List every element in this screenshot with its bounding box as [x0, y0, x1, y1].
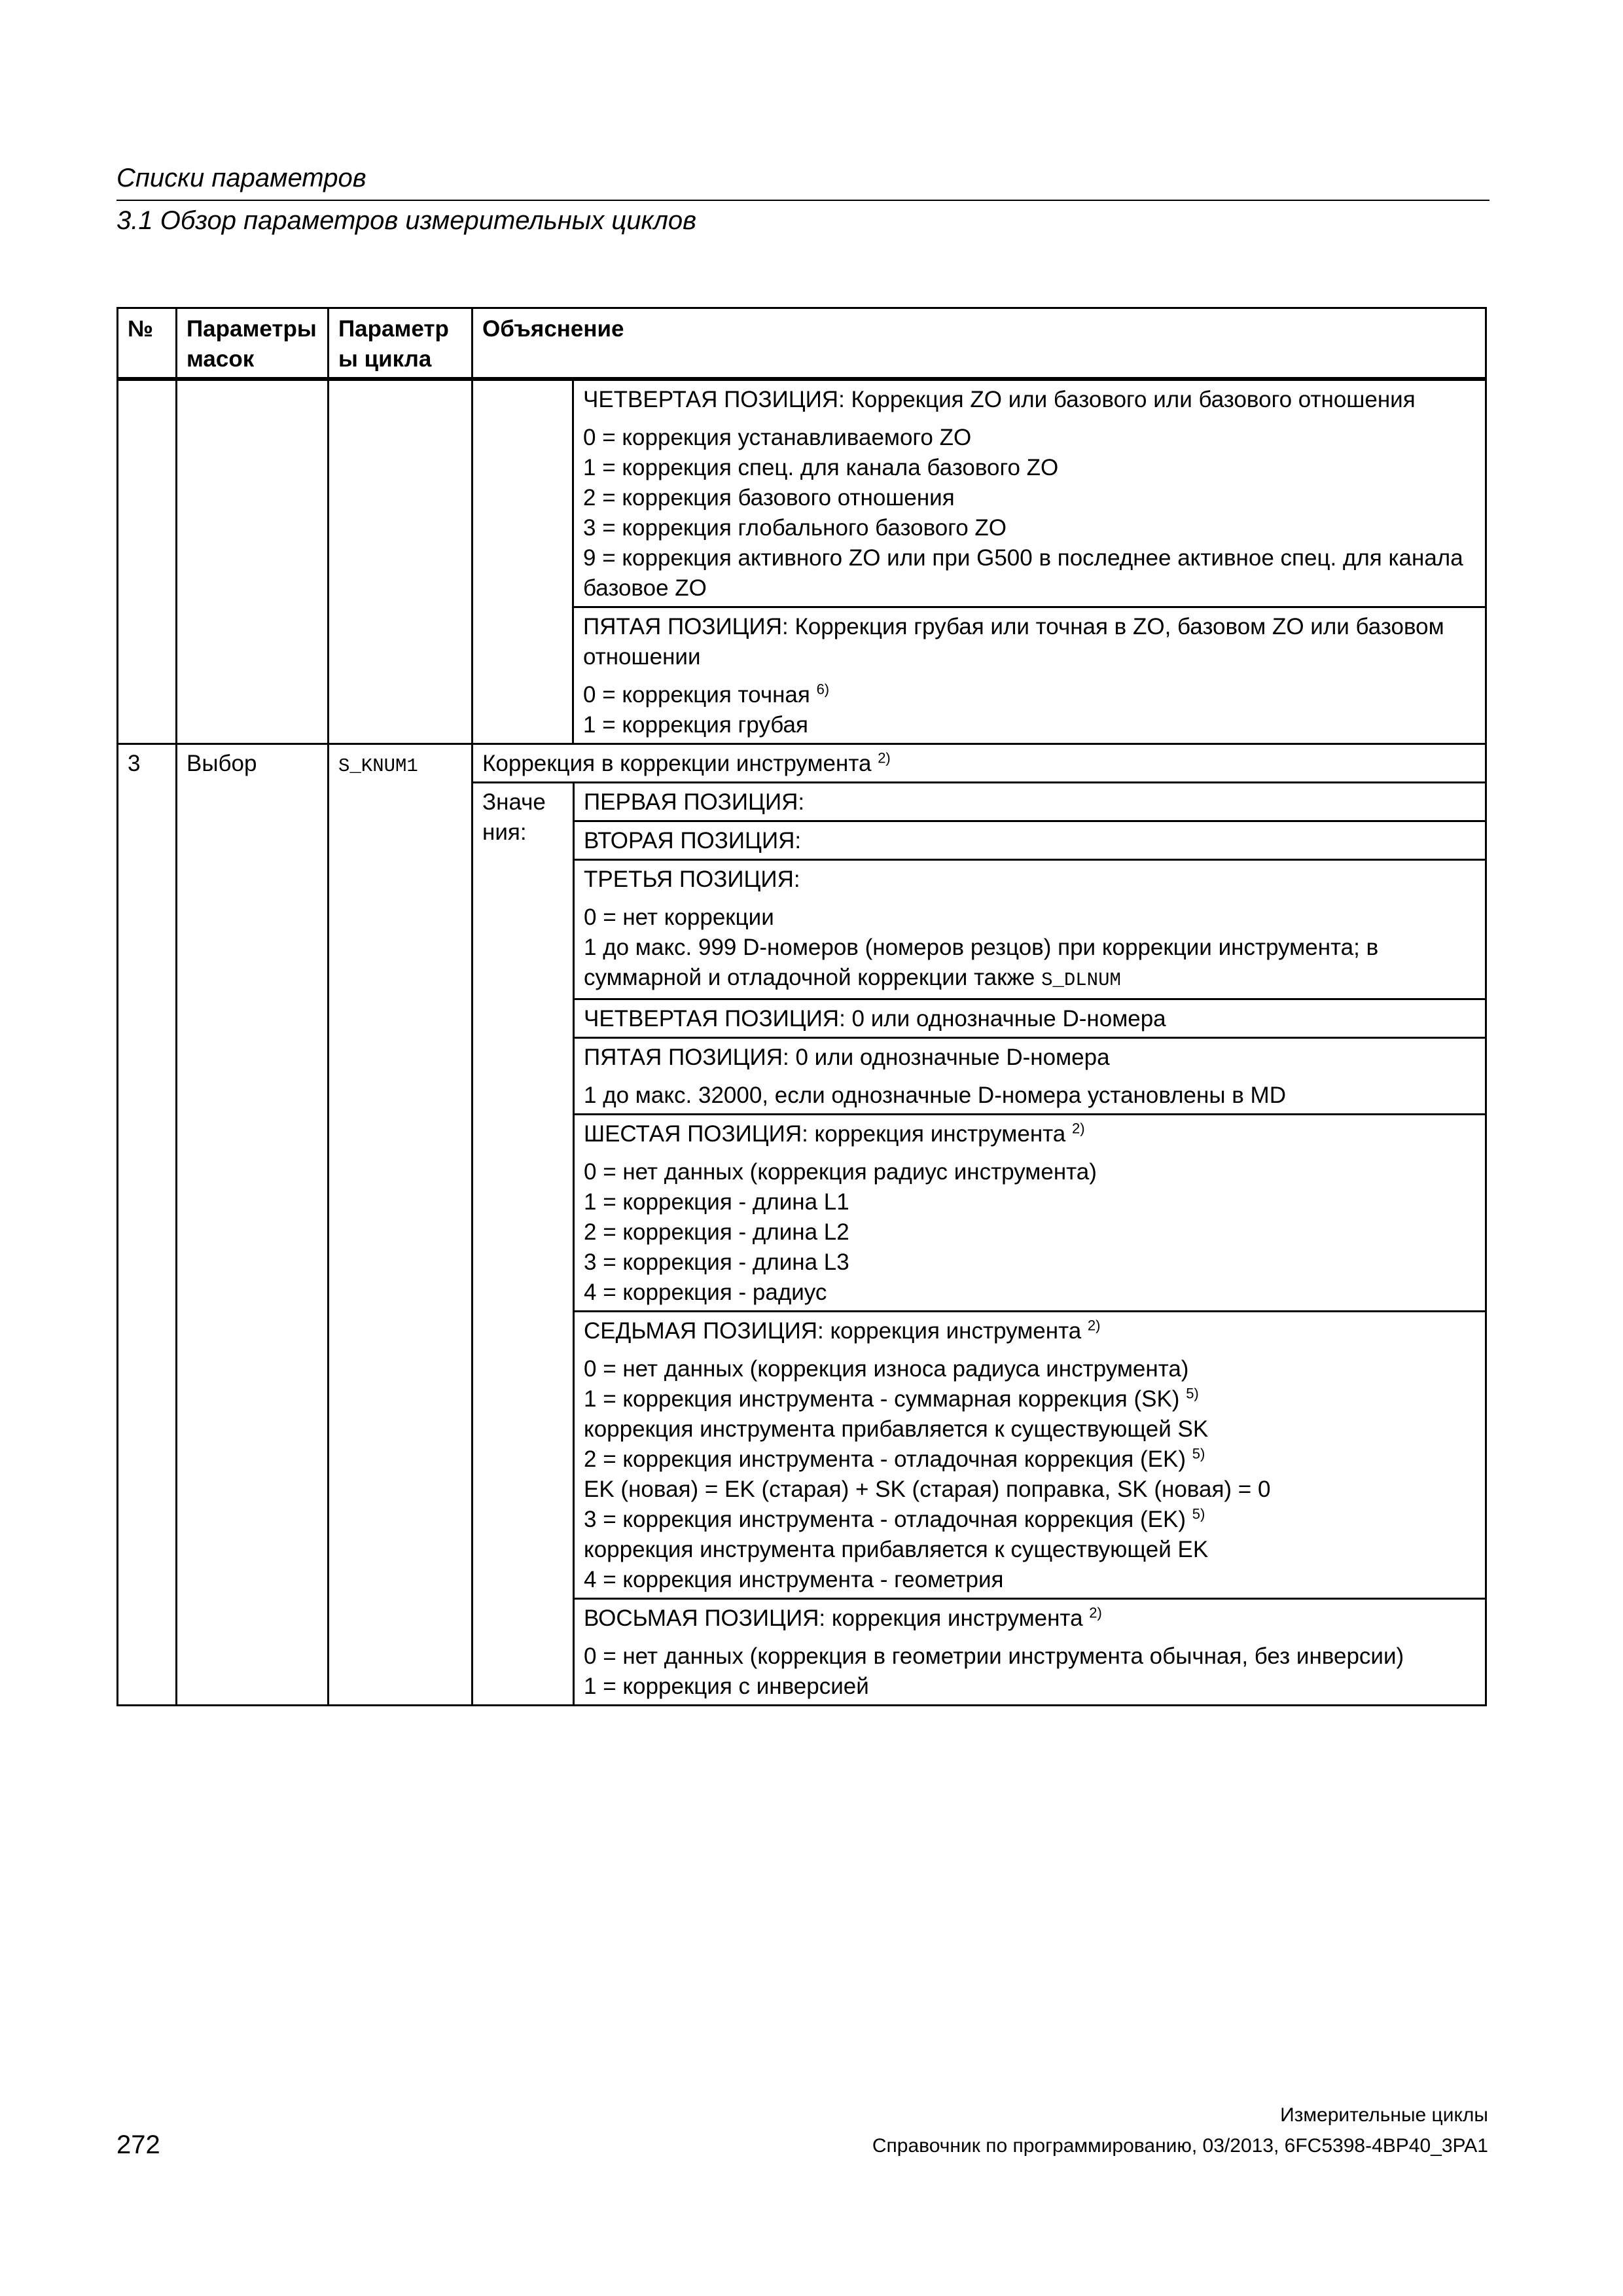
value-line: 4 = коррекция инструмента - геометрия: [584, 1567, 1004, 1592]
col-header-mask: Параметры масок: [177, 308, 329, 380]
cell-values-empty: [473, 379, 573, 744]
value-line: 3 = коррекция инструмента - отладочная коррекция (EK) $^{5)}$: [584, 1505, 1205, 1532]
subsection-title: 3.1 Обзор параметров измерительных циклов: [116, 206, 697, 235]
position-fifth: [574, 1038, 1486, 1115]
value-line: 1 = коррекция с инверсией: [584, 1674, 869, 1699]
value-line: 1 до макс. 999 D-номеров (номеров резцов) при коррекции инструмента; в суммарной и отладочной коррекции также S_DLNUM: [584, 935, 1379, 991]
position-sixth: [574, 1115, 1486, 1312]
value-line: 0 = нет данных (коррекция радиус инструмента): [584, 1159, 1097, 1185]
block-title: ЧЕТВЕРТАЯ ПОЗИЦИЯ: Коррекция ZO или базового или базового отношения: [583, 387, 1416, 412]
value-line: 0 = коррекция точная $^{6)}$: [583, 681, 830, 708]
footer-reference: Справочник по программированию, 03/2013, 6FC5398-4BP40_3PA1: [872, 2135, 1488, 2157]
value-line: коррекция инструмента прибавляется к существующей SK: [584, 1416, 1209, 1442]
cell-no-empty: [118, 379, 177, 744]
position-seventh: [574, 1312, 1486, 1599]
col-header-explanation: Объяснение: [473, 308, 1486, 380]
param-ref: S_DLNUM: [1041, 969, 1121, 991]
position-block-fourth-zo: [573, 379, 1486, 607]
value-line: 1 до макс. 32000, если однозначные D-номера установлены в MD: [584, 1083, 1286, 1108]
section-title: Списки параметров: [116, 164, 366, 192]
block-title: ШЕСТАЯ ПОЗИЦИЯ: коррекция инструмента $^{2)}$: [584, 1120, 1085, 1147]
value-line: 2 = коррекция базового отношения: [583, 485, 955, 511]
col-header-no: №: [118, 308, 177, 380]
page-number: 272: [116, 2130, 160, 2159]
value-line: 9 = коррекция активного ZO или при G500 в последнее активное спец. для канала базовое ZO: [583, 545, 1463, 601]
value-line: 0 = нет коррекции: [584, 905, 774, 930]
value-line: 1 = коррекция инструмента - суммарная коррекция (SK) $^{5)}$: [584, 1385, 1199, 1412]
table-header-row: [118, 308, 1486, 380]
values-subtable: [473, 783, 1485, 1704]
table-row: [118, 379, 1486, 607]
footnote-ref: 2): [878, 749, 891, 766]
position-first: ПЕРВАЯ ПОЗИЦИЯ:: [584, 789, 805, 815]
cell-explanation: Коррекция в коррекции инструмента $^{2)}$: [473, 744, 1486, 783]
block-title: ПЯТАЯ ПОЗИЦИЯ: Коррекция грубая или точная в ZO, базовом ZO или базовом отношении: [583, 614, 1444, 670]
cell-cycle-empty: [329, 379, 473, 744]
cell-cycle: S_KNUM1: [329, 744, 473, 1706]
cell-mask: Выбор: [177, 744, 329, 1706]
value-line: 0 = нет данных (коррекция в геометрии инструмента обычная, без инверсии): [584, 1643, 1404, 1669]
value-line: 0 = коррекция устанавливаемого ZO: [583, 425, 972, 450]
value-line: 1 = коррекция - длина L1: [584, 1189, 849, 1215]
value-line: 3 = коррекция - длина L3: [584, 1249, 849, 1275]
block-title: ТРЕТЬЯ ПОЗИЦИЯ:: [584, 867, 800, 892]
value-line: 2 = коррекция - длина L2: [584, 1219, 849, 1245]
block-title: СЕДЬМАЯ ПОЗИЦИЯ: коррекция инструмента $^{2)}$: [584, 1317, 1101, 1344]
value-line: 1 = коррекция спец. для канала базового ZO: [583, 455, 1059, 480]
footnote-ref: 6): [816, 681, 830, 698]
block-title: ПЯТАЯ ПОЗИЦИЯ: 0 или однозначные D-номера: [584, 1045, 1110, 1070]
cell-mask-empty: [177, 379, 329, 744]
position-eighth: [574, 1599, 1486, 1705]
col-header-cycle: Параметр ы цикла: [329, 308, 473, 380]
value-line: коррекция инструмента прибавляется к существующей EK: [584, 1537, 1209, 1562]
value-line: 0 = нет данных (коррекция износа радиуса инструмента): [584, 1356, 1189, 1382]
position-block-fifth-zo: [573, 607, 1486, 744]
position-third: [574, 860, 1486, 999]
value-line: 1 = коррекция грубая: [583, 712, 808, 738]
header-rule: [116, 200, 1489, 201]
value-line: 4 = коррекция - радиус: [584, 1280, 827, 1305]
value-line: 3 = коррекция глобального базового ZO: [583, 515, 1007, 541]
values-label: Значе ния:: [473, 783, 574, 1704]
cell-no: 3: [118, 744, 177, 1706]
block-title: ВОСЬМАЯ ПОЗИЦИЯ: коррекция инструмента $^{2)}$: [584, 1604, 1102, 1631]
value-line: 2 = коррекция инструмента - отладочная коррекция (EK) $^{5)}$: [584, 1445, 1205, 1472]
footer-book-title: Измерительные циклы: [1280, 2104, 1488, 2126]
parameters-table: [116, 307, 1487, 1706]
table-row-3: [118, 744, 1486, 783]
position-fourth: ЧЕТВЕРТАЯ ПОЗИЦИЯ: 0 или однозначные D-номера: [574, 999, 1486, 1038]
values-cell: [473, 783, 1486, 1706]
position-second: ВТОРАЯ ПОЗИЦИЯ:: [574, 821, 1486, 860]
value-line: EK (новая) = EK (старая) + SK (старая) поправка, SK (новая) = 0: [584, 1477, 1271, 1502]
